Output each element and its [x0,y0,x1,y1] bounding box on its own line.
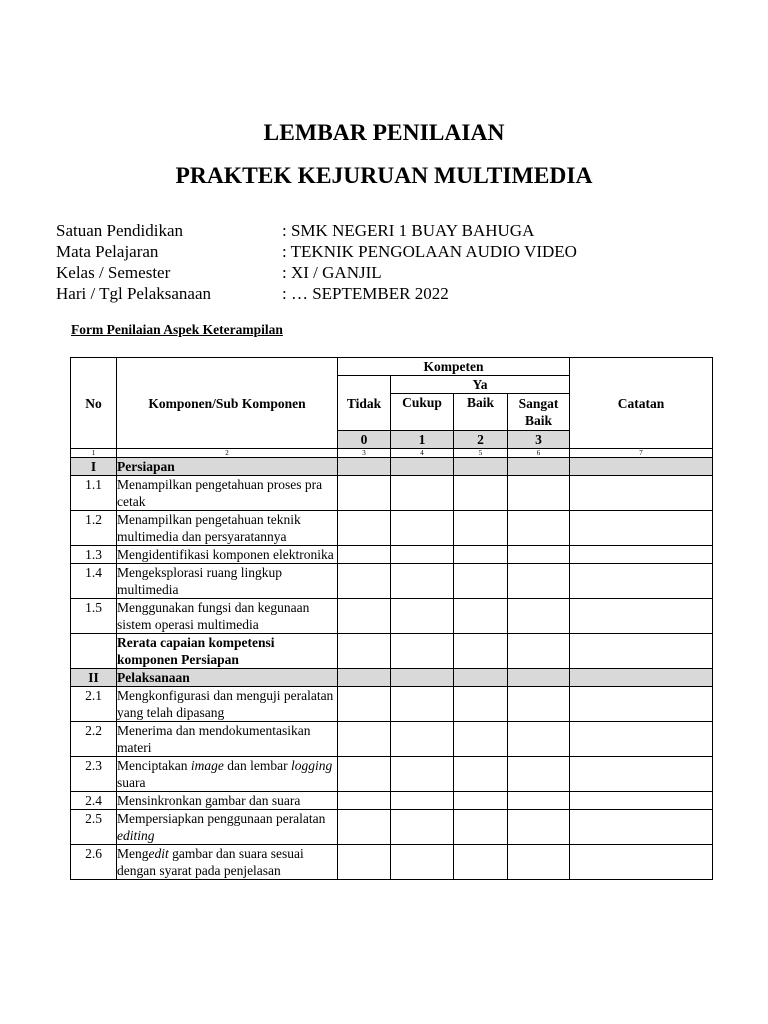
italic-term: image [190,758,224,773]
item-number: 2.1 [71,687,117,722]
score-cell[interactable] [391,564,454,599]
score-cell[interactable] [570,546,713,564]
item-text [117,810,338,845]
table-row [71,792,713,810]
item-text: Menampilkan pengetahuan teknik multimedia dan persyaratannya [117,511,338,546]
item-number: 1.2 [71,511,117,546]
header-sangat-baik: Sangat Baik [508,394,570,431]
document-title: LEMBAR PENILAIAN [263,120,505,146]
score-cell[interactable] [508,792,570,810]
score-cell[interactable] [391,722,454,757]
score-cell[interactable] [454,564,508,599]
score-cell[interactable] [338,564,391,599]
scale-value: 1 [391,431,454,449]
score-cell[interactable] [570,599,713,634]
score-cell[interactable] [338,687,391,722]
section-filler [338,458,391,476]
item-text: Menerima dan mendokumentasikan materi [117,722,338,757]
score-cell[interactable] [508,687,570,722]
score-cell[interactable] [570,757,713,792]
column-number: 5 [454,449,508,458]
table-row [71,810,713,845]
score-cell[interactable] [391,810,454,845]
section-filler [391,669,454,687]
score-cell[interactable] [508,845,570,880]
score-cell[interactable] [338,757,391,792]
score-cell[interactable] [570,687,713,722]
info-label: Kelas / Semester [56,263,171,282]
info-row-date [56,283,736,304]
identity-block [56,220,736,304]
column-number: 7 [570,449,713,458]
score-cell[interactable] [508,634,570,669]
table-row [71,511,713,546]
info-value: : TEKNIK PENGOLAAN AUDIO VIDEO [282,242,577,261]
assessment-table [70,357,713,880]
item-text: Mengkonfigurasi dan menguji peralatan yang telah dipasang [117,687,338,722]
column-number: 4 [391,449,454,458]
item-text [117,845,338,880]
info-label: Hari / Tgl Pelaksanaan [56,284,212,303]
text-part: Menciptakan [117,758,191,773]
score-cell[interactable] [508,810,570,845]
item-number: 1.1 [71,476,117,511]
italic-term: edit [148,846,169,861]
score-cell[interactable] [454,845,508,880]
section-filler [454,458,508,476]
score-cell[interactable] [391,792,454,810]
scale-value: 0 [338,431,391,449]
info-row-school [56,220,736,241]
score-cell[interactable] [391,757,454,792]
info-value: : … SEPTEMBER 2022 [282,284,449,303]
score-cell[interactable] [454,599,508,634]
score-cell[interactable] [338,792,391,810]
item-text: Mensinkronkan gambar dan suara [117,792,338,810]
average-label: Rerata capaian kompetensi komponen Persiapan [117,634,338,669]
italic-term: logging [290,758,333,773]
section-number: II [71,669,117,687]
scale-value: 3 [508,431,570,449]
score-cell[interactable] [570,845,713,880]
header-component: Komponen/Sub Komponen [117,358,338,449]
table-row [71,546,713,564]
item-number: 2.5 [71,810,117,845]
score-cell[interactable] [338,476,391,511]
header-cukup: Cukup [391,394,454,431]
item-number: 2.2 [71,722,117,757]
info-value: : SMK NEGERI 1 BUAY BAHUGA [282,221,535,240]
score-cell[interactable] [454,792,508,810]
column-number: 6 [508,449,570,458]
info-label: Satuan Pendidikan [56,221,184,240]
score-cell[interactable] [508,511,570,546]
score-cell[interactable] [508,546,570,564]
form-title: Form Penilaian Aspek Keterampilan [71,322,283,337]
score-cell[interactable] [338,845,391,880]
table-body [71,458,713,880]
score-cell[interactable] [454,687,508,722]
score-cell[interactable] [570,810,713,845]
section-filler [391,458,454,476]
info-value: : XI / GANJIL [282,263,382,282]
header-baik: Baik [454,394,508,431]
score-cell[interactable] [338,634,391,669]
score-cell[interactable] [454,476,508,511]
table-row [71,476,713,511]
score-cell[interactable] [570,792,713,810]
score-cell[interactable] [570,634,713,669]
score-cell[interactable] [391,845,454,880]
score-cell[interactable] [454,511,508,546]
item-number: 2.4 [71,792,117,810]
item-text: Mengidentifikasi komponen elektronika [117,546,338,564]
scale-value: 2 [454,431,508,449]
text-part: Meng [117,846,149,861]
item-number: 2.3 [71,757,117,792]
score-cell[interactable] [391,511,454,546]
info-row-class [56,262,736,283]
item-text: Menampilkan pengetahuan proses pra cetak [117,476,338,511]
header-kompeten: Kompeten [338,358,570,376]
section-filler [508,458,570,476]
header-ya: Ya [391,376,570,394]
item-text: Menggunakan fungsi dan kegunaan sistem operasi multimedia [117,599,338,634]
table-row [71,687,713,722]
score-cell[interactable] [391,634,454,669]
section-row [71,458,713,476]
score-cell[interactable] [508,476,570,511]
score-cell[interactable] [391,687,454,722]
column-number: 2 [117,449,338,458]
score-cell[interactable] [391,546,454,564]
text-part: Mempersiapkan penggunaan peralatan [117,811,326,826]
section-title: Pelaksanaan [117,669,338,687]
table-row [71,564,713,599]
score-cell[interactable] [338,722,391,757]
score-cell[interactable] [338,599,391,634]
header-catatan: Catatan [570,358,713,449]
section-filler [454,669,508,687]
score-cell[interactable] [570,476,713,511]
item-text: Mengeksplorasi ruang lingkup multimedia [117,564,338,599]
score-cell[interactable] [508,564,570,599]
score-cell[interactable] [508,757,570,792]
score-cell[interactable] [391,599,454,634]
info-row-subject [56,241,736,262]
item-number: 1.5 [71,599,117,634]
item-text [117,757,338,792]
score-cell[interactable] [570,564,713,599]
header-tidak: Tidak [338,376,391,431]
score-cell[interactable] [454,810,508,845]
section-title: Persiapan [117,458,338,476]
score-cell[interactable] [338,511,391,546]
score-cell[interactable] [508,599,570,634]
item-number: 1.4 [71,564,117,599]
score-cell[interactable] [454,757,508,792]
table-row [71,845,713,880]
table-row [71,722,713,757]
score-cell[interactable] [570,511,713,546]
item-number: 2.6 [71,845,117,880]
table-row [71,757,713,792]
column-number: 1 [71,449,117,458]
score-cell[interactable] [454,722,508,757]
score-cell[interactable] [391,476,454,511]
average-number [71,634,117,669]
score-cell[interactable] [570,722,713,757]
section-filler [570,458,713,476]
item-number: 1.3 [71,546,117,564]
header-no: No [71,358,117,449]
score-cell[interactable] [454,634,508,669]
section-row [71,669,713,687]
section-number: I [71,458,117,476]
section-filler [570,669,713,687]
info-label: Mata Pelajaran [56,242,159,261]
section-filler [338,669,391,687]
document-subtitle: PRAKTEK KEJURUAN MULTIMEDIA [175,163,593,189]
text-part: gambar dan suara sesuai dengan syarat pada penjelasan [117,846,304,878]
italic-term: editing [117,828,155,843]
average-row [71,634,713,669]
score-cell[interactable] [454,546,508,564]
text-part: dan lembar [223,758,291,773]
section-filler [508,669,570,687]
column-number: 3 [338,449,391,458]
text-part: suara [117,775,146,790]
score-cell[interactable] [338,810,391,845]
score-cell[interactable] [338,546,391,564]
score-cell[interactable] [508,722,570,757]
table-row [71,599,713,634]
